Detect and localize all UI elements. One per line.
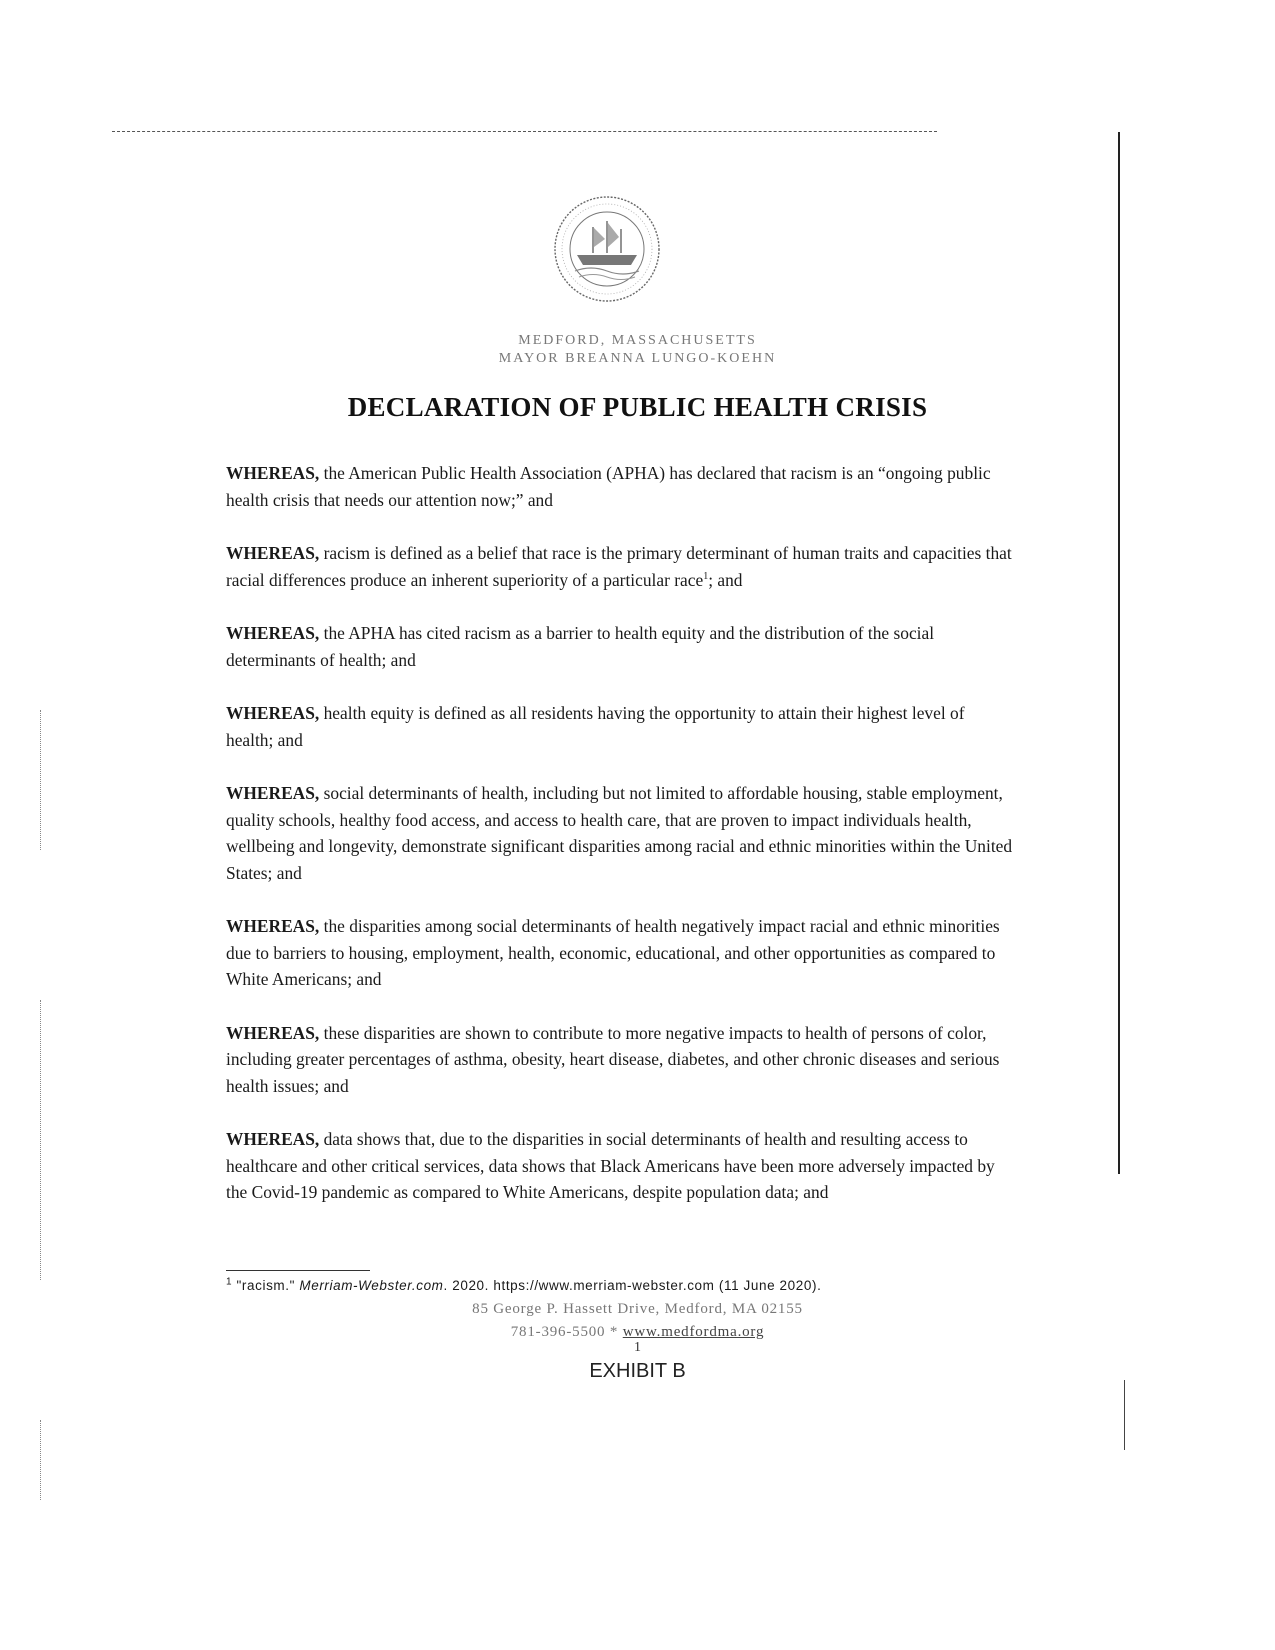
contact-separator: * [605, 1324, 623, 1340]
whereas-text: health equity is defined as all residents having the opportunity to attain their highest level of health; and [226, 703, 965, 750]
whereas-lead: WHEREAS, [226, 783, 320, 803]
whereas-text: social determinants of health, including but not limited to affordable housing, stable employment, quality schools, healthy food access, and access to health care, that are proven to impact individuals health, wellbeing and longevity, demonstrate significant disparities among racial and ethnic minorities within the United States; and [226, 783, 1013, 883]
whereas-paragraph [226, 700, 1016, 753]
street-address: 85 George P. Hassett Drive, Medford, MA 02155 [472, 1301, 803, 1317]
whereas-lead: WHEREAS, [226, 1022, 320, 1043]
whereas-lead: WHEREAS, [226, 463, 320, 483]
scan-artifact-right-edge [1118, 132, 1120, 1174]
whereas-paragraph [226, 1020, 1016, 1100]
whereas-text: the American Public Health Association (APHA) has declared that racism is an “ongoing public health crisis that needs our attention now;” and [226, 463, 991, 510]
whereas-paragraph [226, 780, 1016, 886]
footnote-source: Merriam-Webster.com [299, 1278, 444, 1293]
phone-number: 781-396-5500 [510, 1324, 606, 1340]
website-link[interactable]: www.medfordma.org [622, 1324, 765, 1340]
scan-artifact-left-specks [40, 710, 42, 850]
whereas-lead: WHEREAS, [226, 916, 320, 936]
whereas-paragraph [226, 913, 1016, 993]
footnote-post: . 2020. https://www.merriam-webster.com (11 June 2020). [443, 1278, 822, 1293]
exhibit-label: EXHIBIT B [589, 1360, 686, 1382]
whereas-lead: WHEREAS, [226, 543, 320, 563]
letterhead [0, 332, 1275, 368]
whereas-paragraph [226, 1126, 1016, 1206]
page-title: DECLARATION OF PUBLIC HEALTH CRISIS [347, 392, 928, 422]
whereas-text: the APHA has cited racism as a barrier to health equity and the distribution of the social determinants of health; and [226, 623, 935, 670]
whereas-text: these disparities are shown to contribute to more negative impacts to health of persons of color, including greater percentages of asthma, obesity, heart disease, diabetes, and other chronic diseases and serious health issues; and [226, 1022, 1000, 1096]
footnote [226, 1278, 1026, 1293]
whereas-text: the disparities among social determinants of health negatively impact racial and ethnic minorities due to barriers to housing, employment, health, economic, educational, and other opportunities as compared to White Americans; and [226, 916, 1000, 989]
letterhead-mayor: MAYOR BREANNA LUNGO-KOEHN [498, 351, 777, 366]
footnote-reference: 1 [703, 570, 709, 582]
whereas-text-tail: ; and [708, 569, 743, 590]
footnote-mark: 1 [226, 1276, 233, 1288]
scan-artifact-left-specks [40, 1420, 42, 1500]
whereas-paragraph [226, 540, 1016, 593]
whereas-paragraph [226, 620, 1016, 673]
declaration-body [226, 460, 1016, 1233]
whereas-lead: WHEREAS, [226, 703, 320, 723]
page-number: 1 [634, 1340, 641, 1355]
letterhead-city: MEDFORD, MASSACHUSETTS [518, 333, 757, 348]
whereas-text: racism is defined as a belief that race is the primary determinant of human traits and capacities that racial differences produce an inherent superiority of a particular race [226, 543, 1012, 590]
city-seal [553, 195, 661, 303]
office-address [0, 1298, 1275, 1344]
whereas-lead: WHEREAS, [226, 623, 320, 643]
footnote-pre: "racism." [232, 1278, 300, 1293]
scan-artifact-top-line [112, 131, 937, 132]
scan-artifact-left-specks [40, 1000, 42, 1280]
whereas-paragraph [226, 460, 1016, 513]
footnote-divider [226, 1270, 370, 1271]
whereas-text: data shows that, due to the disparities in social determinants of health and resulting access to healthcare and other critical services, data shows that Black Americans have been more adversely impacted by the Covid-19 pandemic as compared to White Americans, despite population data; and [226, 1129, 995, 1202]
scan-artifact-right-edge-lower [1124, 1380, 1125, 1450]
whereas-lead: WHEREAS, [226, 1129, 320, 1149]
